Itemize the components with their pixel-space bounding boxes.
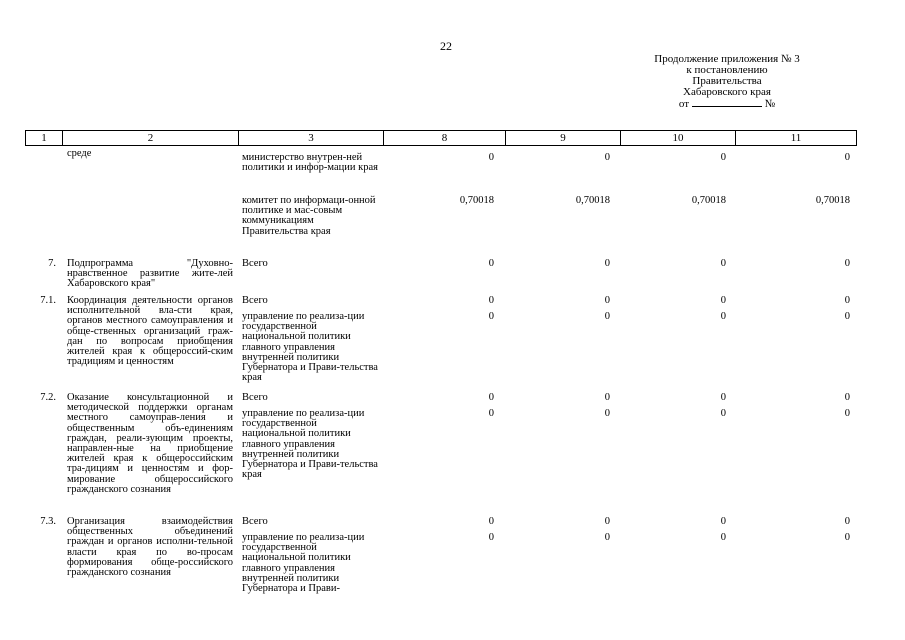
- row-2-name: Подпрограмма "Духовно-нравственное развитие жите-лей Хабаровского края": [67, 258, 233, 290]
- row-1-val-11: 0,70018: [815, 195, 850, 206]
- row-5-val-11: 0: [844, 516, 850, 527]
- row-4-val-11: 0: [844, 392, 850, 403]
- date-blank-line: [692, 98, 762, 107]
- row-5-val2-9: 0: [604, 532, 610, 543]
- row-4-val2-10: 0: [720, 408, 726, 419]
- row-3-val2-9: 0: [604, 311, 610, 322]
- row-3-executor-2: управление по реализа-ции государственной национальной политики главного управления внутренней политики Губернатора и Прави-тельства края: [242, 311, 378, 384]
- row-0-val-9: 0: [604, 152, 610, 163]
- row-5-number: 7.3.: [40, 516, 56, 527]
- row-5-executor-2: управление по реализа-ции государственной национальной политики главного управления внутренней политики Губернатора и Прави-: [242, 532, 365, 595]
- row-3-val2-10: 0: [720, 311, 726, 322]
- row-4-val-9: 0: [604, 392, 610, 403]
- header-col-2: 2: [63, 131, 239, 146]
- row-2-val-8: 0: [488, 258, 494, 269]
- row-0-name: среде: [67, 148, 92, 159]
- row-5-executor: Всего: [242, 516, 268, 527]
- header-col-11: 11: [736, 131, 857, 146]
- row-5-val2-8: 0: [488, 532, 494, 543]
- header-col-8: 8: [384, 131, 506, 146]
- annex-heading: [612, 54, 842, 110]
- row-4-executor-2: управление по реализа-ции государственной национальной политики главного управления внутренней политики Губернатора и Прави-тельства края: [242, 408, 378, 481]
- annex-line-4: Хабаровского края: [683, 86, 771, 98]
- annex-number-sign: №: [764, 98, 776, 110]
- header-col-9: 9: [506, 131, 621, 146]
- page-number: 22: [440, 39, 452, 53]
- row-1-executor: комитет по информаци-онной политике и мас-совым коммуникациям Правительства края: [242, 195, 376, 237]
- row-1-val-8: 0,70018: [459, 195, 494, 206]
- row-2-val-9: 0: [604, 258, 610, 269]
- row-3-number: 7.1.: [40, 295, 56, 306]
- header-col-1: 1: [26, 131, 63, 146]
- row-4-val2-9: 0: [604, 408, 610, 419]
- row-3-val-8: 0: [488, 295, 494, 306]
- column-header-table: [25, 130, 857, 146]
- row-5-val-9: 0: [604, 516, 610, 527]
- row-2-executor: Всего: [242, 258, 268, 269]
- annex-date-prefix: от: [678, 98, 690, 110]
- row-4-name: Оказание консультационной и методической поддержки органам местного самоуправ-ления и общественным объ-единениям граждан, реали-зующим проекты, направлен-ные на приобщение жителей края к общероссийским тра-дициям и ценностям и фор-мирование общероссийского гражданского сознания: [67, 392, 233, 495]
- row-4-val2-11: 0: [844, 408, 850, 419]
- row-5-val-8: 0: [488, 516, 494, 527]
- row-2-val-11: 0: [844, 258, 850, 269]
- row-5-name: Организация взаимодействия общественных объединений граждан и органов исполни-тельной власти края по во-просам формирования обще-российского гражданского сознания: [67, 516, 233, 579]
- annex-line-5: [612, 98, 842, 110]
- header-col-3: 3: [239, 131, 384, 146]
- row-4-val-8: 0: [488, 392, 494, 403]
- header-col-10: 10: [621, 131, 736, 146]
- annex-line-1: Продолжение приложения № 3: [654, 53, 800, 65]
- row-3-name: Координация деятельности органов исполнительной вла-сти края, органов местного самоуправления и обще-ственных организаций граж-дан по вопросам приобщения жителей края к общероссий-ским традициям и ценностям: [67, 295, 233, 368]
- row-0-executor: министерство внутрен-ней политики и инфор-мации края: [242, 152, 378, 174]
- row-4-val-10: 0: [720, 392, 726, 403]
- row-5-val2-10: 0: [720, 532, 726, 543]
- row-3-val-10: 0: [720, 295, 726, 306]
- row-5-val-10: 0: [720, 516, 726, 527]
- annex-line-3: Правительства: [692, 75, 762, 87]
- row-1-val-10: 0,70018: [691, 195, 726, 206]
- row-0-val-10: 0: [720, 152, 726, 163]
- row-4-executor: Всего: [242, 392, 268, 403]
- row-5-val2-11: 0: [844, 532, 850, 543]
- annex-line-2: к постановлению: [686, 64, 768, 76]
- row-3-val2-8: 0: [488, 311, 494, 322]
- row-1-val-9: 0,70018: [575, 195, 610, 206]
- row-2-val-10: 0: [720, 258, 726, 269]
- row-0-val-11: 0: [844, 152, 850, 163]
- row-3-val-11: 0: [844, 295, 850, 306]
- row-0-val-8: 0: [488, 152, 494, 163]
- row-2-number: 7.: [48, 258, 56, 269]
- row-3-val-9: 0: [604, 295, 610, 306]
- row-4-val2-8: 0: [488, 408, 494, 419]
- row-3-val2-11: 0: [844, 311, 850, 322]
- row-3-executor: Всего: [242, 295, 268, 306]
- row-4-number: 7.2.: [40, 392, 56, 403]
